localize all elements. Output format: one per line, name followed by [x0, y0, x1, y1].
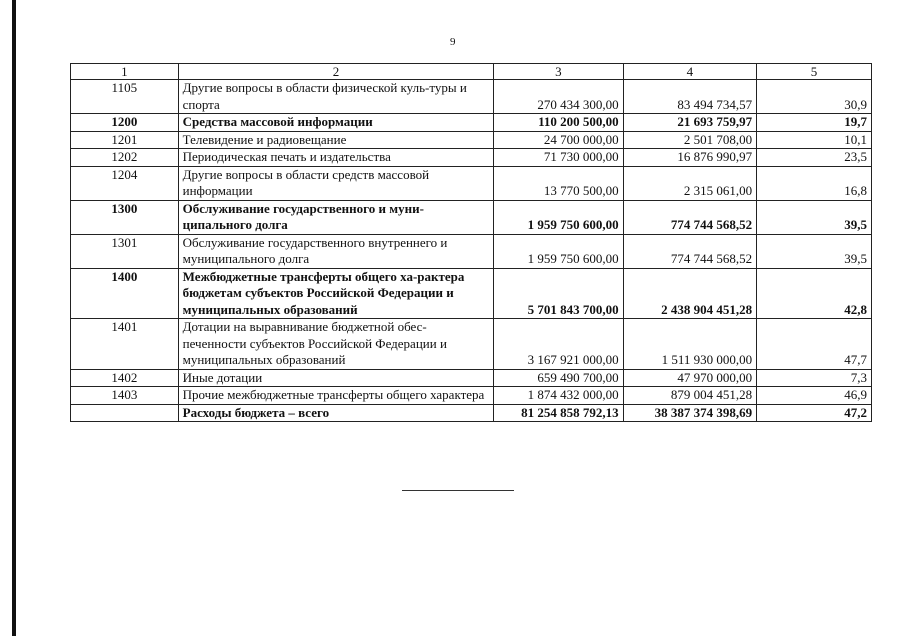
column-number-3: 3: [494, 64, 623, 80]
row-actual: 879 004 451,28: [623, 387, 757, 405]
row-actual: 1 511 930 000,00: [623, 319, 757, 370]
row-actual: 47 970 000,00: [623, 369, 757, 387]
row-name: Расходы бюджета – всего: [178, 404, 494, 422]
row-planned: 81 254 858 792,13: [494, 404, 623, 422]
page-number: 9: [450, 36, 456, 48]
row-actual: 16 876 990,97: [623, 149, 757, 167]
table-row: [71, 114, 872, 132]
row-percent: 16,8: [757, 166, 872, 200]
row-planned: 1 959 750 600,00: [494, 234, 623, 268]
row-name: Телевидение и радиовещание: [178, 131, 494, 149]
row-code: 1401: [71, 319, 179, 370]
row-name: Другие вопросы в области физической куль-туры и спорта: [178, 80, 494, 114]
column-number-2: 2: [178, 64, 494, 80]
row-actual: 774 744 568,52: [623, 200, 757, 234]
row-percent: 10,1: [757, 131, 872, 149]
row-name: Обслуживание государственного внутреннего и муниципального долга: [178, 234, 494, 268]
row-actual: 2 315 061,00: [623, 166, 757, 200]
row-planned: 71 730 000,00: [494, 149, 623, 167]
row-percent: 19,7: [757, 114, 872, 132]
table-row: [71, 369, 872, 387]
table-row: [71, 131, 872, 149]
row-percent: 30,9: [757, 80, 872, 114]
row-name: Периодическая печать и издательства: [178, 149, 494, 167]
row-code: 1301: [71, 234, 179, 268]
row-percent: 7,3: [757, 369, 872, 387]
table-row: [71, 387, 872, 405]
row-planned: 1 959 750 600,00: [494, 200, 623, 234]
row-actual: 2 438 904 451,28: [623, 268, 757, 319]
row-name: Иные дотации: [178, 369, 494, 387]
row-name: Дотации на выравнивание бюджетной обес-печенности субъектов Российской Федерации и муниципальных образований: [178, 319, 494, 370]
row-actual: 38 387 374 398,69: [623, 404, 757, 422]
row-percent: 46,9: [757, 387, 872, 405]
row-code: 1202: [71, 149, 179, 167]
total-row: [71, 404, 872, 422]
row-name: Обслуживание государственного и муни-ципального долга: [178, 200, 494, 234]
row-percent: 47,7: [757, 319, 872, 370]
row-planned: 110 200 500,00: [494, 114, 623, 132]
row-percent: 39,5: [757, 234, 872, 268]
row-code: 1300: [71, 200, 179, 234]
table-row: [71, 268, 872, 319]
row-code: 1403: [71, 387, 179, 405]
table-header-row: [71, 64, 872, 80]
row-planned: 5 701 843 700,00: [494, 268, 623, 319]
row-planned: 270 434 300,00: [494, 80, 623, 114]
budget-expenditure-table: [70, 63, 872, 422]
row-actual: 2 501 708,00: [623, 131, 757, 149]
row-planned: 13 770 500,00: [494, 166, 623, 200]
row-name: Прочие межбюджетные трансферты общего характера: [178, 387, 494, 405]
row-code: 1400: [71, 268, 179, 319]
table-row: [71, 166, 872, 200]
row-actual: 21 693 759,97: [623, 114, 757, 132]
table-row: [71, 319, 872, 370]
table-row: [71, 80, 872, 114]
row-percent: 47,2: [757, 404, 872, 422]
row-name: Межбюджетные трансферты общего ха-рактера бюджетам субъектов Российской Федерации и муниципальных образований: [178, 268, 494, 319]
column-number-1: 1: [71, 64, 179, 80]
row-planned: 3 167 921 000,00: [494, 319, 623, 370]
row-code: [71, 404, 179, 422]
column-number-5: 5: [757, 64, 872, 80]
scan-edge-line: [12, 0, 16, 636]
row-code: 1200: [71, 114, 179, 132]
row-code: 1402: [71, 369, 179, 387]
row-actual: 83 494 734,57: [623, 80, 757, 114]
row-actual: 774 744 568,52: [623, 234, 757, 268]
row-planned: 24 700 000,00: [494, 131, 623, 149]
closing-divider-line: [402, 490, 514, 491]
column-number-4: 4: [623, 64, 757, 80]
table-row: [71, 200, 872, 234]
table-row: [71, 149, 872, 167]
row-percent: 42,8: [757, 268, 872, 319]
row-code: 1105: [71, 80, 179, 114]
row-planned: 659 490 700,00: [494, 369, 623, 387]
row-code: 1204: [71, 166, 179, 200]
row-name: Другие вопросы в области средств массовой информации: [178, 166, 494, 200]
row-code: 1201: [71, 131, 179, 149]
row-planned: 1 874 432 000,00: [494, 387, 623, 405]
row-percent: 23,5: [757, 149, 872, 167]
row-name: Средства массовой информации: [178, 114, 494, 132]
row-percent: 39,5: [757, 200, 872, 234]
table-row: [71, 234, 872, 268]
